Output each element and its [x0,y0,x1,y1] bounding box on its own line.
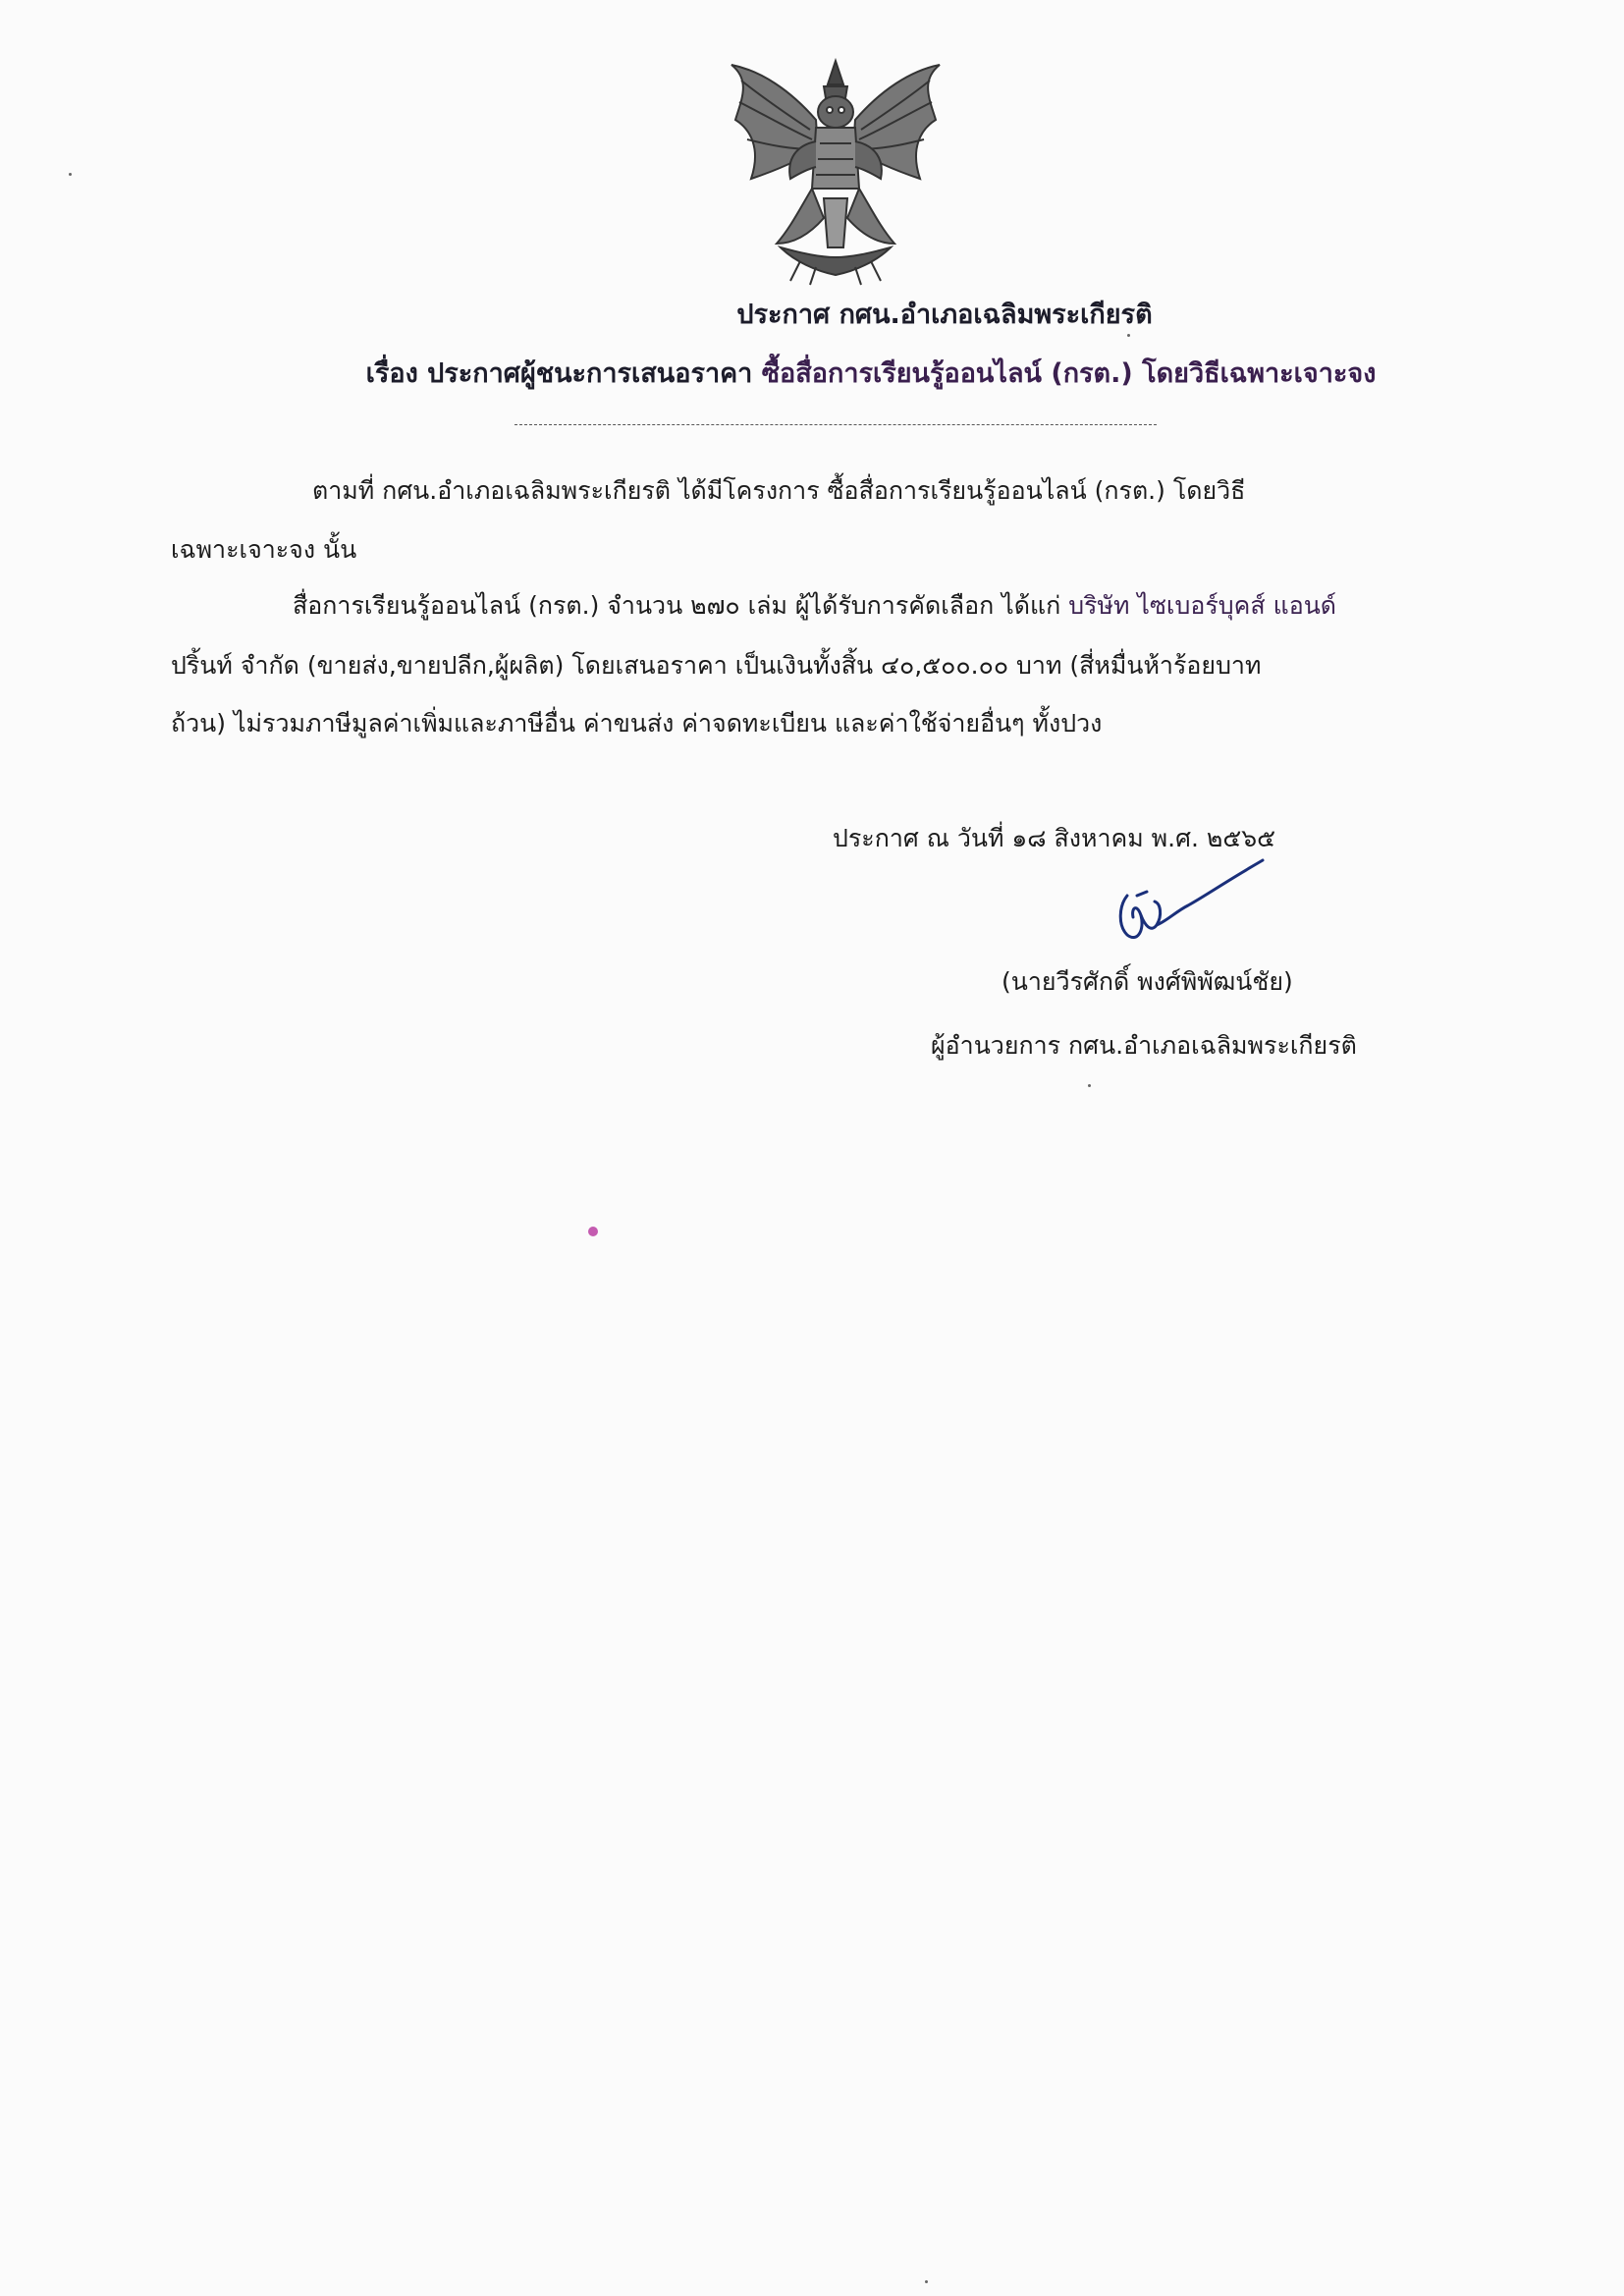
title-divider [514,424,1157,425]
body-line-4: ปริ้นท์ จำกัด (ขายส่ง,ขายปลีก,ผู้ผลิต) โดยเสนอราคา เป็นเงินทั้งสิ้น ๔๐,๕๐๐.๐๐ บาท (สี่หมื่นห้าร้อยบาท [171,651,1262,680]
body-line-3 [293,586,1336,626]
announcement-title: ประกาศ กศน.อำเภอเฉลิมพระเกียรติ [736,300,1153,330]
subject-prefix: เรื่อง ประกาศผู้ชนะการเสนอราคา [365,358,753,389]
body-line-1: ตามที่ กศน.อำเภอเฉลิมพระเกียรติ ได้มีโครงการ ซื้อสื่อการเรียนรู้ออนไลน์ (กรต.) โดยวิธี [312,476,1246,505]
garuda-emblem-icon [722,51,949,287]
body-line-5: ถ้วน) ไม่รวมภาษีมูลค่าเพิ่มและภาษีอื่น ค่าขนส่ง ค่าจดทะเบียน และค่าใช้จ่ายอื่นๆ ทั้งปวง [171,709,1103,738]
scan-dot [69,173,72,176]
scan-dot [1088,1084,1091,1087]
scan-dot [925,2280,928,2283]
subject-highlight: ซื้อสื่อการเรียนรู้ออนไลน์ (กรต.) โดยวิธีเฉพาะเจาะจง [761,358,1377,389]
scan-dot [1127,334,1130,337]
body-line-3-prefix: สื่อการเรียนรู้ออนไลน์ (กรต.) จำนวน ๒๗๐ เล่ม ผู้ได้รับการคัดเลือก ได้แก่ [293,591,1061,620]
signer-name: (นายวีรศักดิ์ พงศ์พิพัฒน์ชัย) [1001,967,1293,996]
ink-speck [585,1224,601,1239]
announcement-date: ประกาศ ณ วันที่ ๑๘ สิงหาคม พ.ศ. ๒๕๖๕ [833,824,1276,852]
body-line-2: เฉพาะเจาะจง นั้น [171,535,357,564]
announcement-subject [59,352,1624,394]
company-name: บริษัท ไซเบอร์บุคส์ แอนด์ [1068,591,1337,620]
handwritten-signature-icon [1098,856,1265,955]
signer-position: ผู้อำนวยการ กศน.อำเภอเฉลิมพระเกียรติ [931,1031,1357,1060]
